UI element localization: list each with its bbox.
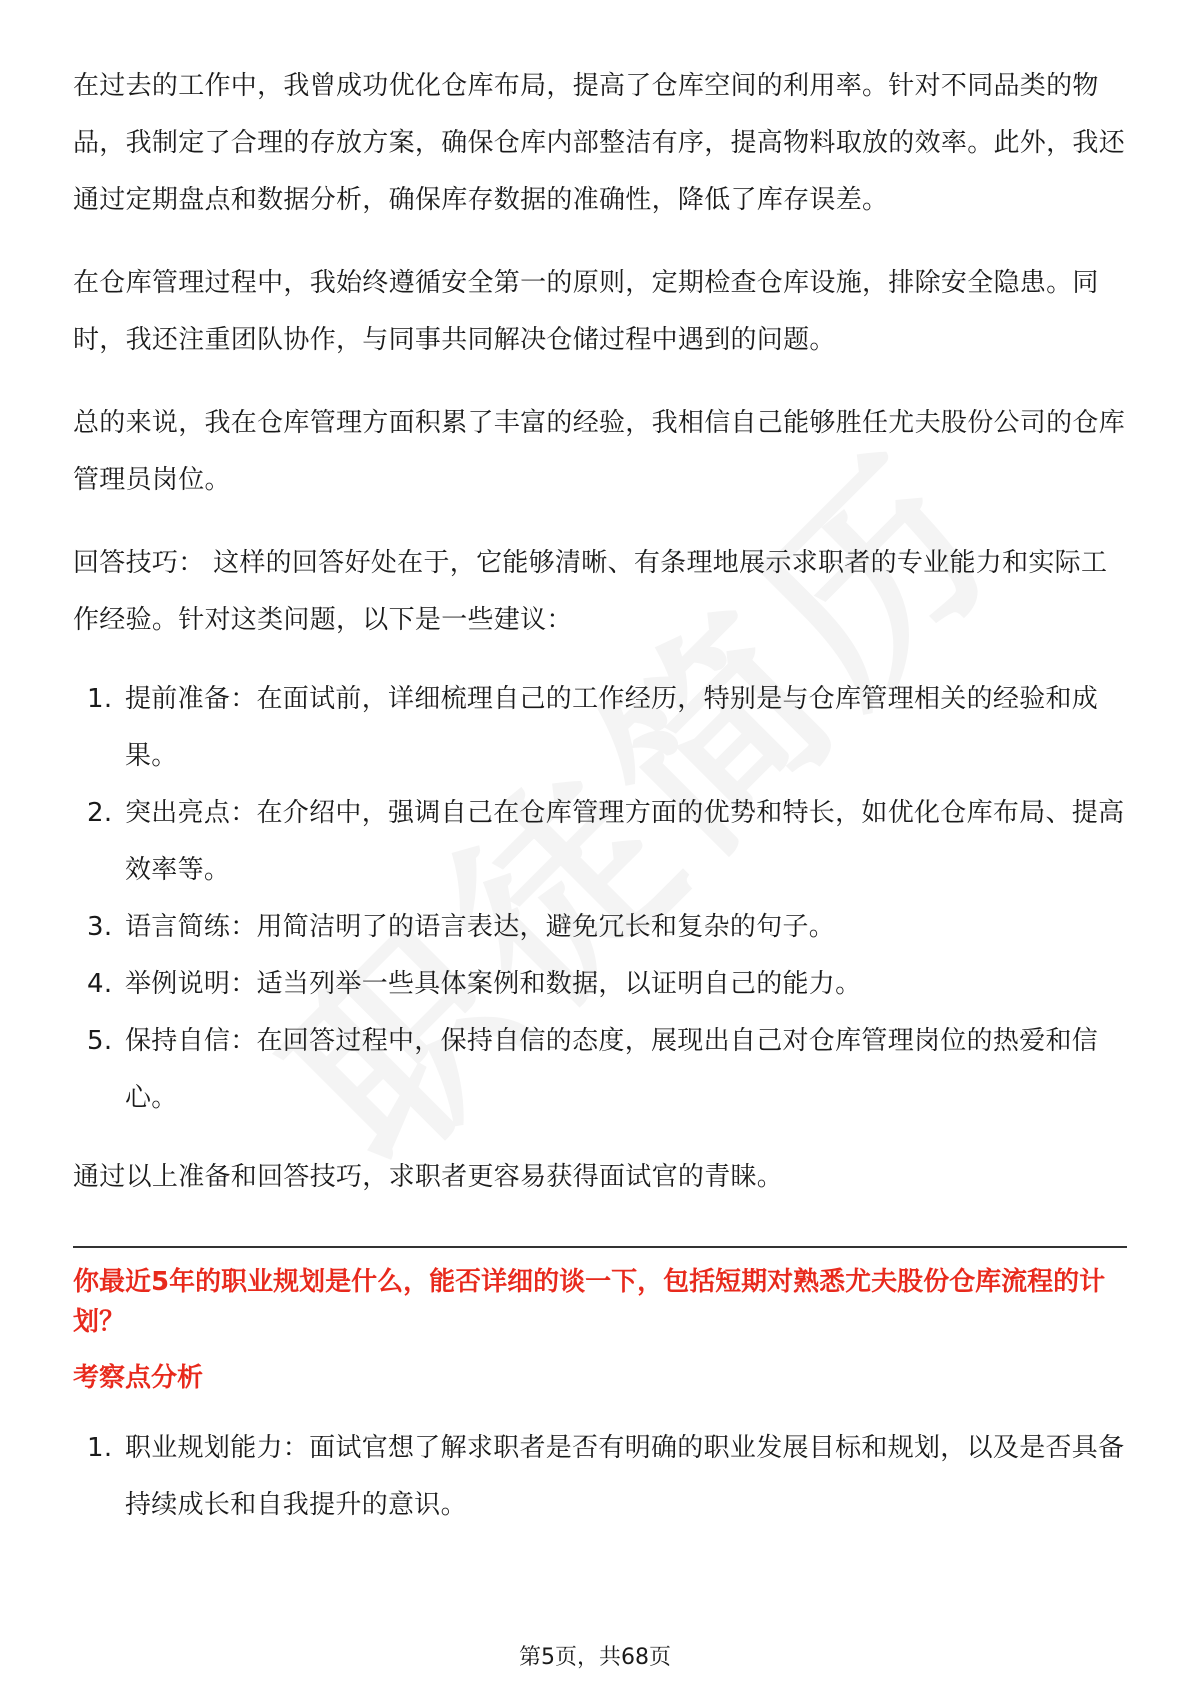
paragraph-experience: 在过去的工作中，我曾成功优化仓库布局，提高了仓库空间的利用率。针对不同品类的物品，我制定了合理的存放方案，确保仓库内部整洁有序，提高物料取放的效率。此外，我还通过定期盘点和数据分析，确保库存数据的准确性，降低了库存误差。 — [73, 71, 1126, 215]
list-item: 4. 举例说明：适当列举一些具体案例和数据，以证明自己的能力。 — [87, 969, 862, 999]
page-footer: 第5页，共68页 — [519, 1645, 671, 1670]
analysis-list — [73, 1420, 1127, 1534]
paragraph-safety: 在仓库管理过程中，我始终遵循安全第一的原则，定期检查仓库设施，排除安全隐患。同时，我还注重团队协作，与同事共同解决仓储过程中遇到的问题。 — [73, 268, 1099, 355]
list-item: 1. 提前准备：在面试前，详细梳理自己的工作经历，特别是与仓库管理相关的经验和成果。 — [87, 684, 1099, 771]
list-item: 2. 突出亮点：在介绍中，强调自己在仓库管理方面的优势和特长，如优化仓库布局、提高效率等。 — [87, 798, 1125, 885]
list-item: 5. 保持自信：在回答过程中，保持自信的态度，展现出自己对仓库管理岗位的热爱和信心。 — [87, 1026, 1099, 1113]
paragraph-answer-tips: 回答技巧： 这样的回答好处在于，它能够清晰、有条理地展示求职者的专业能力和实际工作经验。针对这类问题，以下是一些建议： — [73, 548, 1108, 635]
paragraph-summary: 总的来说，我在仓库管理方面积累了丰富的经验，我相信自己能够胜任尤夫股份公司的仓库管理员岗位。 — [73, 408, 1126, 495]
paragraph-conclusion: 通过以上准备和回答技巧，求职者更容易获得面试官的青睐。 — [73, 1162, 784, 1192]
list-item: 1. 职业规划能力：面试官想了解求职者是否有明确的职业发展目标和规划，以及是否具备持续成长和自我提升的意识。 — [87, 1433, 1125, 1520]
document-page — [73, 58, 1127, 1534]
tips-list — [73, 671, 1127, 1127]
list-item: 3. 语言简练：用简洁明了的语言表达，避免冗长和复杂的句子。 — [87, 912, 836, 942]
interview-question: 你最近5年的职业规划是什么，能否详细的谈一下，包括短期对熟悉尤夫股份仓库流程的计划？ — [73, 1267, 1106, 1337]
analysis-heading: 考察点分析 — [73, 1363, 204, 1393]
